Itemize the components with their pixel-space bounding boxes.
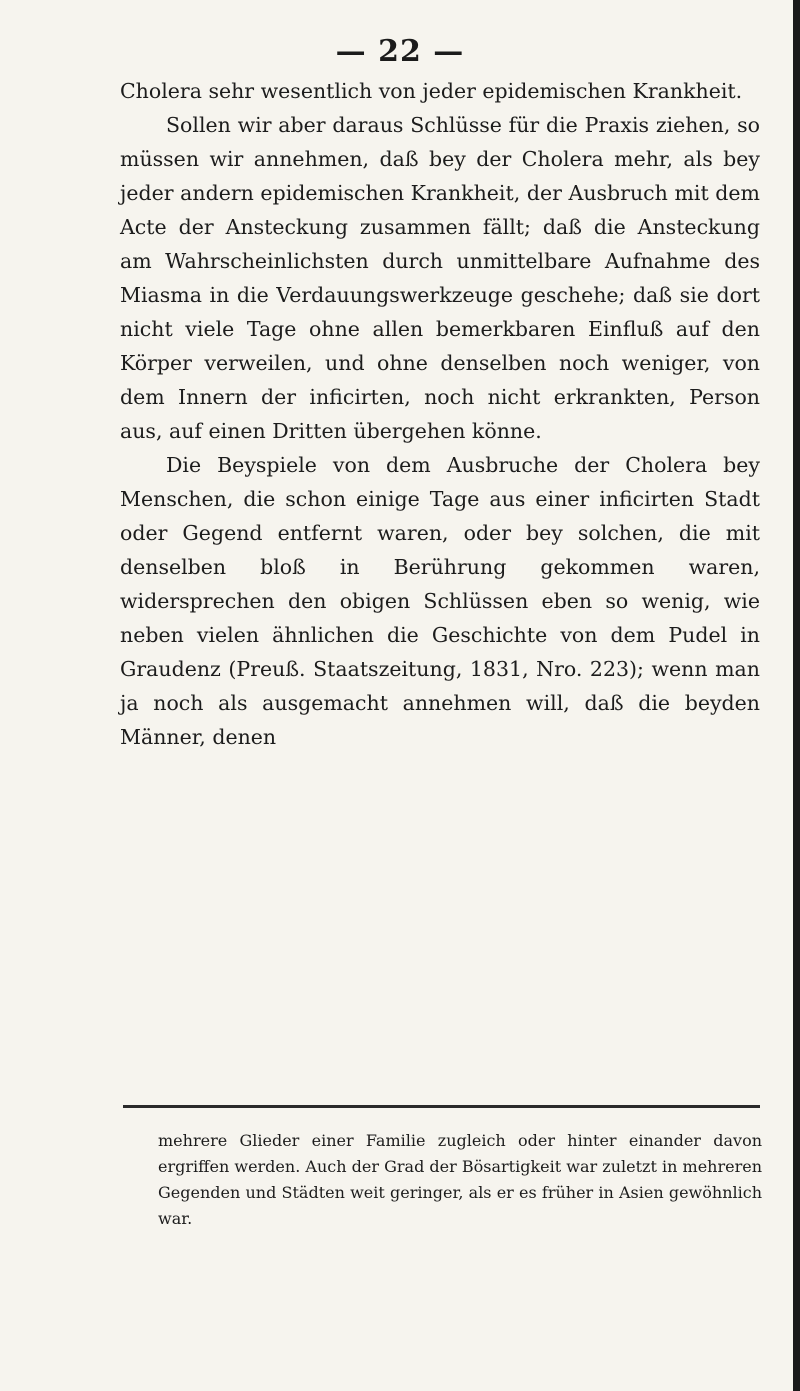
paragraph-2: Sollen wir aber daraus Schlüsse für die Praxis ziehen, so müssen wir annehmen, daß bey der Cholera mehr, als bey jeder andern epidemischen Krankheit, der Ausbruch mit dem Acte der Ansteckung zusammen fällt; daß die Ansteckung am Wahrscheinlichsten durch unmittelbare Aufnahme des Miasma in die Verdauungswerkzeuge geschehe; daß sie dort nicht viele Tage ohne allen bemerkbaren Einfluß auf den Körper verweilen, und ohne denselben noch weniger, von dem Innern der inficirten, noch nicht erkrankten, Person aus, auf einen Dritten übergehen könne.: [120, 113, 760, 443]
footnote-text: mehrere Glieder einer Familie zugleich oder hinter einander davon ergriffen werden. Auch der Grad der Bösartigkeit war zuletzt in mehreren Gegenden und Städten weit geringer, als er es früher in Asien gewöhnlich war.: [158, 1131, 762, 1228]
page-edge-shadow: [793, 0, 800, 1391]
main-text: [120, 74, 760, 754]
paragraph-1: Cholera sehr wesentlich von jeder epidemischen Krankheit.: [120, 79, 743, 103]
footnote-rule: [123, 1105, 760, 1108]
paragraph-3: Die Beyspiele von dem Ausbruche der Cholera bey Menschen, die schon einige Tage aus einer inficirten Stadt oder Gegend entfernt waren, oder bey solchen, die mit denselben bloß in Berührung gekommen waren, widersprechen den obigen Schlüssen eben so wenig, wie neben vielen ähnlichen die Geschichte von dem Pudel in Graudenz (Preuß. Staatszeitung, 1831, Nro. 223); wenn man ja noch als ausgemacht annehmen will, daß die beyden Männer, denen: [120, 453, 760, 749]
footnote: [158, 1128, 762, 1232]
page-number: — 22 —: [335, 34, 465, 69]
